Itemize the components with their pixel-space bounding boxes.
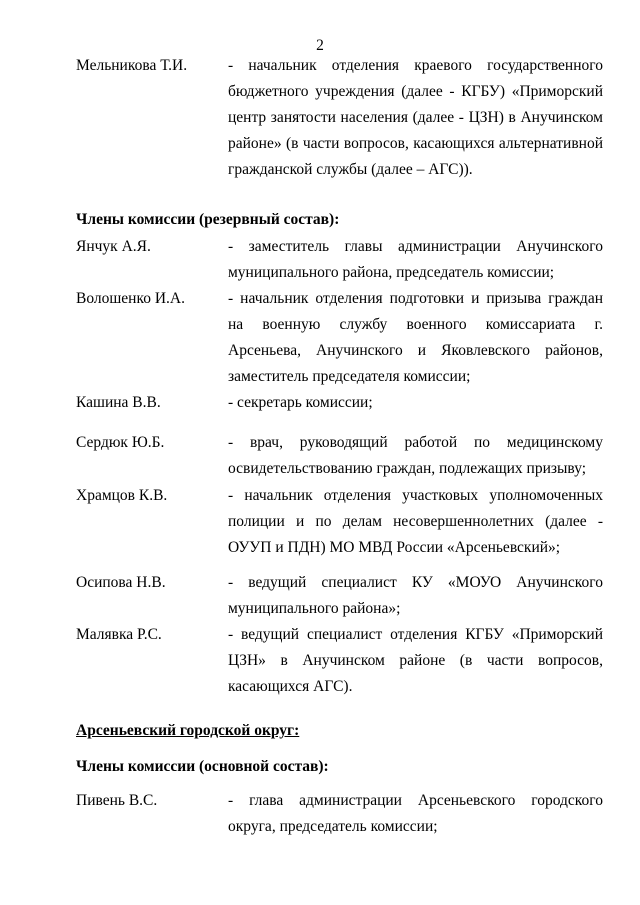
main-composition-heading: Члены комиссии (основной состав): [76,758,329,775]
page-number: 2 [316,37,324,54]
member-name: Мельникова Т.И. [76,57,188,74]
reserve-composition-heading: Члены комиссии (резервный состав): [76,211,340,228]
district-heading: Арсеньевский городской округ: [76,722,300,739]
member-role: - заместитель главы администрации Анучинского муниципального района, председатель комиссии; [228,238,603,281]
member-name: Осипова Н.В. [76,574,166,591]
member-name: Пивень В.С. [76,792,158,809]
member-role: - начальник отделения краевого государственного бюджетного учреждения (далее - КГБУ) «Приморский центр занятости населения (далее - ЦЗН) в Анучинском районе» (в части вопросов, касающихся альтернативной гражданской службы (далее – АГС)). [228,57,603,178]
member-role: - начальник отделения подготовки и призыва граждан на военную службу военного комиссариата г. Арсеньева, Анучинского и Яковлевского районов, заместитель председателя комиссии; [228,290,603,385]
member-role: - ведущий специалист КУ «МОУО Анучинского муниципального района»; [228,574,603,617]
member-name: Янчук А.Я. [76,238,151,255]
member-name: Сердюк Ю.Б. [76,434,165,451]
member-role: - секретарь комиссии; [228,394,373,411]
member-role: - начальник отделения участковых уполномоченных полиции и по делам несовершеннолетних (далее - ОУУП и ПДН) МО МВД России «Арсеньевский»; [228,487,603,556]
member-role: - врач, руководящий работой по медицинскому освидетельствованию граждан, подлежащих призыву; [228,434,603,477]
member-role: - ведущий специалист отделения КГБУ «Приморский ЦЗН» в Анучинском районе (в части вопросов, касающихся АГС). [228,626,603,695]
member-name: Кашина В.В. [76,394,161,411]
member-name: Храмцов К.В. [76,487,168,504]
member-role: - глава администрации Арсеньевского городского округа, председатель комиссии; [228,792,603,835]
member-name: Малявка Р.С. [76,626,162,643]
member-name: Волошенко И.А. [76,290,185,307]
